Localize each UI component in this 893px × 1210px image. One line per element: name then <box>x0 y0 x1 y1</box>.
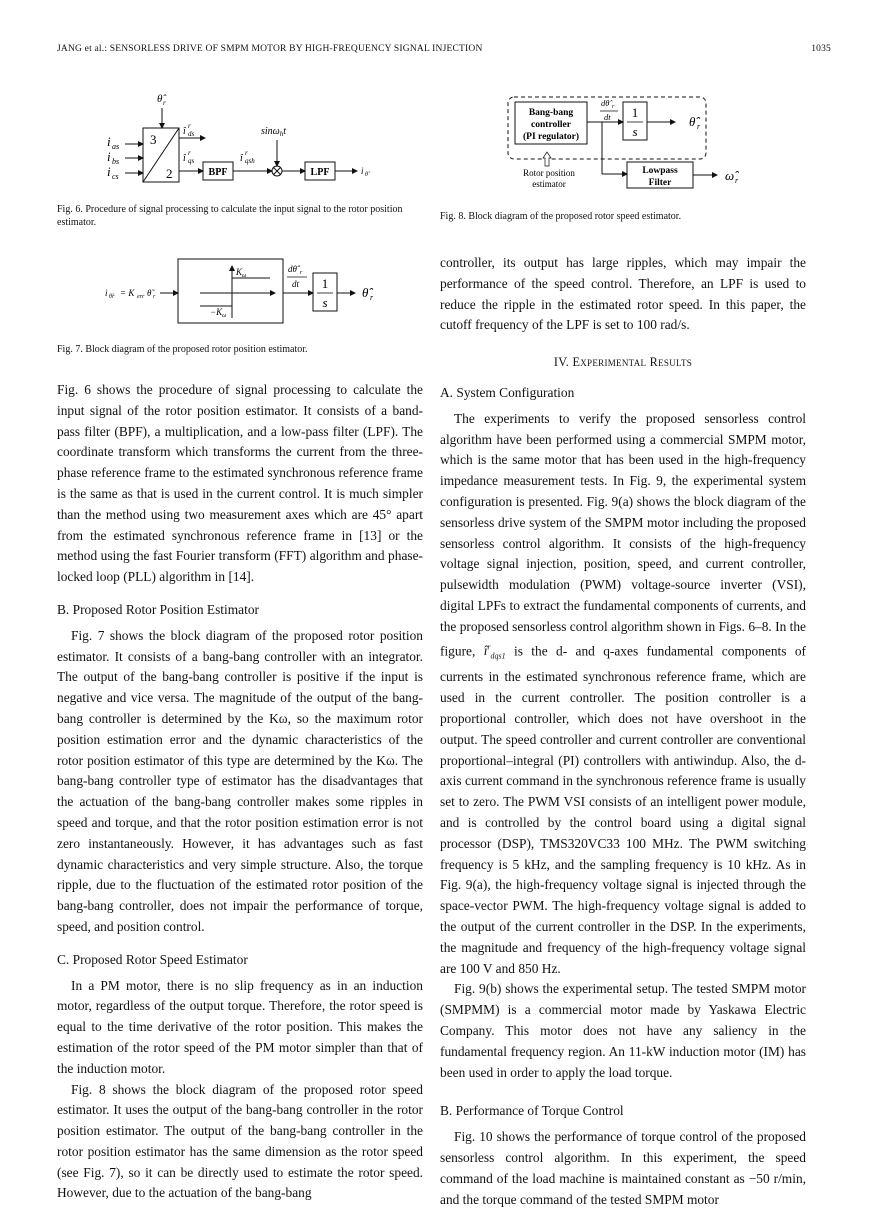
svg-text:r: r <box>153 294 156 300</box>
svg-text:Lowpass: Lowpass <box>642 166 678 176</box>
svg-text:cs: cs <box>112 172 119 181</box>
svg-text:dθ̂: dθ̂ <box>288 264 297 274</box>
svg-text:i: i <box>107 164 111 179</box>
svg-text:ds: ds <box>188 130 195 138</box>
svg-text:r: r <box>612 104 615 110</box>
svg-text:i: i <box>107 134 111 149</box>
paragraph: Fig. 7 shows the block diagram of the proposed rotor position estimator. It consists of a bang-bang controller with an integrator. The output of the bang-bang controller is positive if the input is negative and vice versa. The magnitude of the output of the bang-bang controller is determined by the Kω, so the maximum rotor position estimation error and the dynamic characteristics of the rotor position estimator of this type are determined by the Kω. The bang-bang controller type of estimator has the disadvantages that the actuation of the bang-bang controller makes some ripples in speed and torque, and that the rotor position estimation error is not zero instantaneously. However, it has advantages such as fast dynamic characteristics and very simple structure. Also, the torque ripple, due to the fluctuation of the estimated rotor position of the bang-bang controller, does not impair the performance of torque, speed, and position control. <box>57 627 423 934</box>
paragraph: Fig. 8 shows the block diagram of the proposed rotor speed estimator. It uses the output of the bang-bang controller in the rotor position estimator. The output of the bang-bang controller in the rotor position estimator has the same dimension as the rotor speed (see Fig. 7), so it can be directly used to estimate the rotor speed. However, due to the actuation of the bang-bang <box>57 1081 423 1201</box>
block-2-label: 2 <box>166 166 173 181</box>
svg-text:dθ̂: dθ̂ <box>601 98 610 108</box>
paragraph: Fig. 10 shows the performance of torque control of the proposed sensorless control algorithm. In this experiment, the speed command of the load machine is maintained constant as −50 r/min, and the torque command of the tested SMPM motor <box>440 1129 806 1207</box>
svg-text:1: 1 <box>321 276 329 291</box>
svg-text:as: as <box>112 142 120 151</box>
svg-text:î: î <box>240 153 243 164</box>
paragraph: The experiments to verify the proposed sensorless control algorithm have been performed using a commercial SMPM motor, which is the same motor that has been used in the high-frequency impedance measurement tests. In Fig. 9, the experimental system configuration is presented. Fig. 9(a) shows the block diagram of the sensorless drive system of the SMPM motor including the proposed sensorless control algorithm. It consists of the high-frequency voltage signal injection, position, speed, and current controller, pulsewidth modulation (PWM) voltage-source inverter (VSI), digital LPFs to extract the fundamental components of currents, and the proposed sensorless control algorithm shown in Figs. 6–8. In the figure, $î^r_{dqs1}$ is the d- and q-axes fundamental components of currents in the estimated synchronous reference frame, which are used in the current controller. The position controller is a proportional controller, which does not have overshoot in the output. The speed controller and current controller are conventional proportional–integral (PI) controllers with antiwindup. Also, the d-axis current command in the synchronous reference frame is usually set to zero. The PWM VSI consists of an intelligent power module, and is controlled by the control board using a digital signal processor (DSP), TMS320VC33 100 MHz. The PWM switching frequency is 5 kHz, and the sampling frequency is 10 kHz. As in Fig. 9(a), the high-frequency voltage signal is injected through the space-vector PWM. The high-frequency voltage signal is added to the output of the current controller in the DSP. In the experiments, the magnitude and frequency of the high-frequency voltage signal are 100 V and 850 Hz. <box>440 410 806 976</box>
svg-text:r: r <box>300 270 303 276</box>
running-title: JANG et al.: SENSORLESS DRIVE OF SMPM MOTOR BY HIGH-FREQUENCY SIGNAL INJECTION <box>57 44 483 54</box>
svg-text:err: err <box>137 294 145 300</box>
figure-7-diagram <box>100 256 400 328</box>
svg-text:î: î <box>183 153 186 164</box>
svg-text:θ̂: θ̂ <box>362 285 369 300</box>
svg-text:θ̃r: θ̃r <box>109 294 115 300</box>
svg-text:Bang-bang: Bang-bang <box>528 108 574 118</box>
svg-text:r: r <box>188 122 191 130</box>
svg-text:r: r <box>245 149 248 157</box>
section-heading-b2: B. Performance of Torque Control <box>440 1103 624 1119</box>
svg-text:dt: dt <box>604 112 611 122</box>
svg-text:i: i <box>361 166 364 176</box>
section-heading-iv: IV. Experimental Results <box>553 355 693 370</box>
figure-7-caption: Fig. 7. Block diagram of the proposed rotor position estimator. <box>57 344 308 355</box>
section-heading-a: A. System Configuration <box>440 384 575 400</box>
figure-8-diagram <box>505 94 765 194</box>
svg-text:(PI regulator): (PI regulator) <box>522 132 580 142</box>
svg-text:r: r <box>697 122 701 131</box>
section-heading-c: C. Proposed Rotor Speed Estimator <box>57 951 248 967</box>
paragraph: Fig. 6 shows the procedure of signal processing to calculate the input signal of the rotor position estimator. It consists of a band-pass filter (BPF), a multiplication, and a low-pass filter (LPF). The coordinate transform which transforms the current from the three-phase reference frame to the estimated synchronous reference frame is the same as that is used in the current control. It is much simpler than the method using two measurement axes which are 45° apart from the estimated synchronous reference frame in [13] or the method using the fast Fourier transform (FFT) algorithm and phase-locked loop (PLL) algorithm in [14]. <box>57 382 423 585</box>
svg-text:s: s <box>632 124 638 139</box>
svg-text:θ̂: θ̂ <box>157 93 163 105</box>
paragraph: Fig. 9(b) shows the experimental setup. The tested SMPM motor (SMPMM) is a commercial motor made by Yaskawa Electric Company. This motor does not have any saliency in the fundamental frequency region. An 11-kW induction motor (IM) has been used in order to apply the load torque. <box>440 981 806 1080</box>
svg-text:r: r <box>370 293 374 302</box>
svg-text:i: i <box>107 149 111 164</box>
svg-text:bs: bs <box>112 157 120 166</box>
kw-neg-label: $-K_\omega$ <box>210 307 227 319</box>
svg-text:sinωht: sinω$_h$t <box>261 126 287 138</box>
svg-text:dt: dt <box>292 279 300 289</box>
svg-text:ω̂: ω̂ <box>725 168 735 183</box>
svg-text:r: r <box>735 176 739 185</box>
kw-label: $K_\omega$ <box>236 267 247 279</box>
svg-text:s: s <box>322 295 328 310</box>
figure-6-caption: Fig. 6. Procedure of signal processing to calculate the input signal to the rotor position estimator. <box>57 204 403 228</box>
svg-text:r: r <box>188 149 191 157</box>
svg-text:1: 1 <box>631 105 639 120</box>
svg-text:= K: = K <box>120 288 135 298</box>
section-heading-b: B. Proposed Rotor Position Estimator <box>57 601 259 617</box>
page-number: 1035 <box>811 44 831 54</box>
figure-8-caption: Fig. 8. Block diagram of the proposed rotor speed estimator. <box>440 211 682 222</box>
svg-text:î: î <box>183 126 186 137</box>
svg-text:qsh: qsh <box>245 157 255 165</box>
svg-text:estimator: estimator <box>532 179 566 189</box>
svg-text:qs: qs <box>188 157 195 165</box>
bpf-label: BPF <box>208 167 228 178</box>
svg-text:θ̃: θ̃ <box>147 288 152 298</box>
svg-text:controller: controller <box>531 120 571 130</box>
svg-text:r: r <box>163 99 166 107</box>
figure-6-diagram <box>95 88 385 188</box>
lpf-label: LPF <box>310 167 330 178</box>
svg-text:i: i <box>105 288 108 298</box>
idqs1-symbol: $î^r_{dqs1}$ <box>483 642 506 661</box>
right-column <box>440 253 806 1210</box>
svg-text:Filter: Filter <box>648 178 672 188</box>
block-3-label: 3 <box>150 132 157 147</box>
left-column <box>57 380 423 1204</box>
paragraph: In a PM motor, there is no slip frequency as in an induction motor, regardless of the output torque. Therefore, the rotor speed is equal to the time derivative of the rotor position. This makes the estimation of the rotor speed of the PM motor simpler than that of the induction motor. <box>57 977 423 1076</box>
svg-text:θ̃: θ̃ <box>365 172 368 178</box>
svg-text:Rotor position: Rotor position <box>523 168 575 178</box>
paragraph: controller, its output has large ripples, which may impair the performance of the speed control. Therefore, an LPF is used to reduce the ripple in the estimated rotor speed. In this paper, the cutoff frequency of the LPF is set to 100 rad/s. <box>440 255 806 333</box>
svg-text:θ̂: θ̂ <box>689 114 696 129</box>
